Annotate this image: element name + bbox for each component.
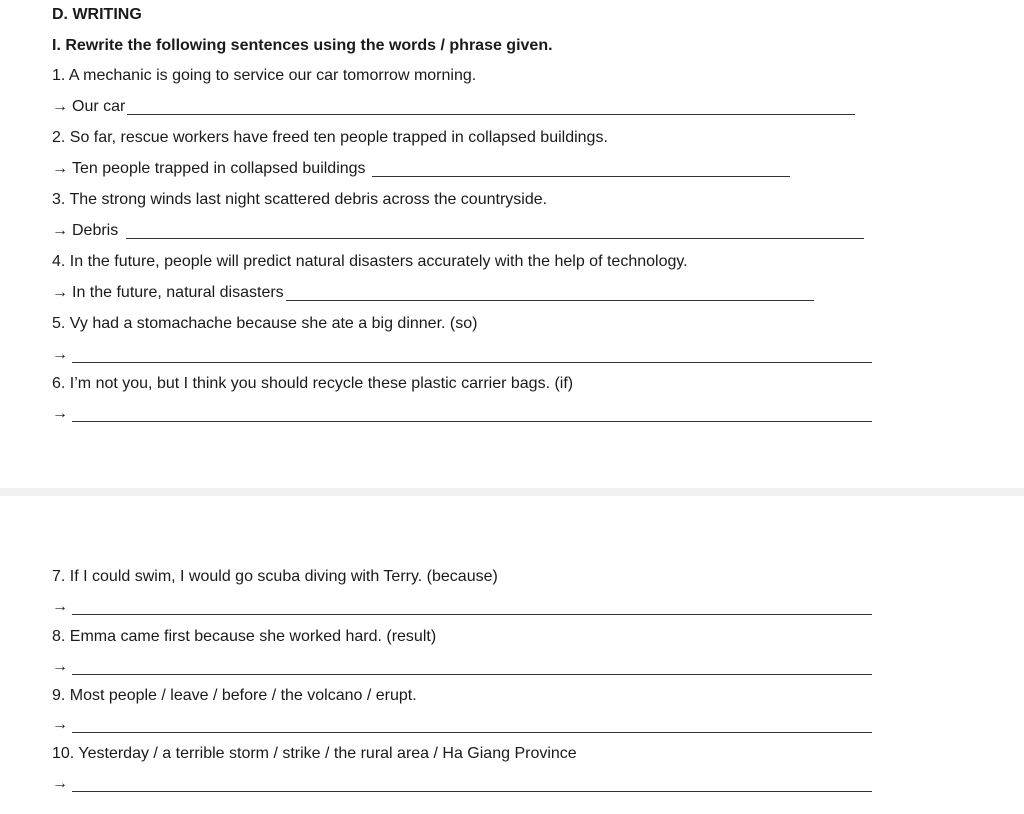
answer-row-4[interactable] <box>52 282 814 304</box>
question-1: 1. A mechanic is going to service our car tomorrow morning. <box>52 67 477 84</box>
answer-row-1[interactable] <box>52 96 855 118</box>
answer-blank-10[interactable] <box>72 775 872 792</box>
answer-row-6[interactable] <box>52 403 872 425</box>
question-8: 8. Emma came first because she worked hard. (result) <box>52 628 437 645</box>
question-6: 6. I’m not you, but I think you should recycle these plastic carrier bags. (if) <box>52 375 574 392</box>
question-5: 5. Vy had a stomachache because she ate a big dinner. (so) <box>52 315 478 332</box>
arrow-icon: → <box>52 346 68 363</box>
answer-row-10[interactable] <box>52 773 872 795</box>
answer-blank-8[interactable] <box>72 658 872 675</box>
arrow-icon: → <box>52 716 68 733</box>
arrow-icon: → <box>52 160 68 177</box>
arrow-icon: → <box>52 284 68 301</box>
section-title: D. WRITING <box>52 6 142 23</box>
question-2: 2. So far, rescue workers have freed ten people trapped in collapsed buildings. <box>52 129 608 146</box>
answer-row-8[interactable] <box>52 656 872 678</box>
question-7: 7. If I could swim, I would go scuba diving with Terry. (because) <box>52 568 498 585</box>
answer-blank-3[interactable] <box>126 222 864 239</box>
arrow-icon: → <box>52 405 68 422</box>
answer-prompt-1: Our car <box>72 98 126 115</box>
question-9: 9. Most people / leave / before / the volcano / erupt. <box>52 687 417 704</box>
answer-prompt-3: Debris <box>72 222 119 239</box>
answer-blank-1[interactable] <box>127 98 855 115</box>
answer-row-5[interactable] <box>52 344 872 366</box>
answer-blank-7[interactable] <box>72 598 872 615</box>
answer-prompt-2: Ten people trapped in collapsed buildings <box>72 160 366 177</box>
question-4: 4. In the future, people will predict natural disasters accurately with the help of technology. <box>52 253 688 270</box>
arrow-icon: → <box>52 98 68 115</box>
arrow-icon: → <box>52 598 68 615</box>
answer-row-7[interactable] <box>52 596 872 618</box>
answer-row-2[interactable] <box>52 158 790 180</box>
question-10: 10. Yesterday / a terrible storm / strike / the rural area / Ha Giang Province <box>52 745 577 762</box>
answer-blank-5[interactable] <box>72 346 872 363</box>
answer-row-3[interactable] <box>52 220 864 242</box>
answer-blank-2[interactable] <box>372 160 790 177</box>
instruction: I. Rewrite the following sentences using the words / phrase given. <box>52 37 553 54</box>
answer-row-9[interactable] <box>52 714 872 736</box>
arrow-icon: → <box>52 222 68 239</box>
answer-prompt-4: In the future, natural disasters <box>72 284 284 301</box>
page-divider <box>0 488 1024 496</box>
question-3: 3. The strong winds last night scattered debris across the countryside. <box>52 191 548 208</box>
answer-blank-9[interactable] <box>72 716 872 733</box>
answer-blank-6[interactable] <box>72 405 872 422</box>
arrow-icon: → <box>52 658 68 675</box>
arrow-icon: → <box>52 775 68 792</box>
answer-blank-4[interactable] <box>286 284 814 301</box>
